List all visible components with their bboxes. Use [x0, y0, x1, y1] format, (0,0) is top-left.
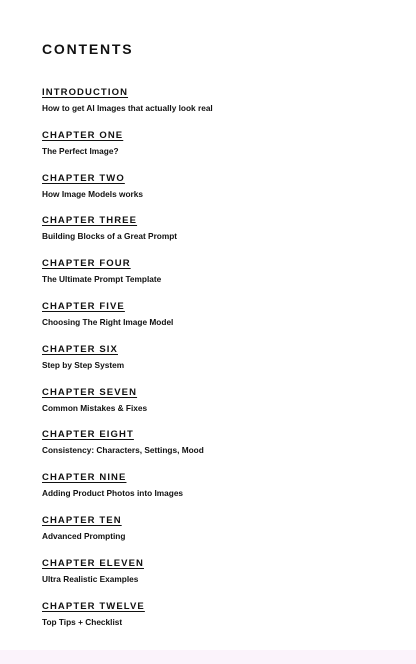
toc-subtitle: Common Mistakes & Fixes [42, 402, 148, 413]
toc-link-chapter-ten[interactable]: CHAPTER TEN [42, 514, 122, 526]
toc-item-chapter-one [42, 125, 382, 168]
toc-link-chapter-nine[interactable]: CHAPTER NINE [42, 472, 127, 484]
toc-link-chapter-eleven[interactable]: CHAPTER ELEVEN [42, 557, 144, 569]
toc-subtitle: The Ultimate Prompt Template [42, 274, 162, 285]
toc-item-chapter-four [42, 253, 382, 296]
toc-item-chapter-nine [42, 467, 382, 510]
toc-item-chapter-ten [42, 510, 382, 553]
contents-title: CONTENTS [42, 41, 134, 57]
toc-link-chapter-five[interactable]: CHAPTER FIVE [42, 300, 125, 312]
toc-link-chapter-eight[interactable]: CHAPTER EIGHT [42, 429, 134, 441]
toc-link-chapter-four[interactable]: CHAPTER FOUR [42, 258, 131, 270]
toc-item-chapter-two [42, 168, 382, 211]
toc-subtitle: Step by Step System [42, 359, 125, 370]
toc-subtitle: Ultra Realistic Examples [42, 573, 139, 584]
toc-link-chapter-twelve[interactable]: CHAPTER TWELVE [42, 600, 145, 612]
table-of-contents [42, 82, 382, 638]
toc-subtitle: Choosing The Right Image Model [42, 316, 174, 327]
toc-item-chapter-seven [42, 382, 382, 425]
toc-subtitle: The Perfect Image? [42, 145, 119, 156]
toc-item-chapter-six [42, 339, 382, 382]
toc-link-chapter-two[interactable]: CHAPTER TWO [42, 172, 125, 184]
toc-link-introduction[interactable]: INTRODUCTION [42, 87, 129, 98]
toc-item-chapter-twelve [42, 596, 382, 639]
toc-link-chapter-three[interactable]: CHAPTER THREE [42, 215, 138, 227]
toc-link-chapter-one[interactable]: CHAPTER ONE [42, 129, 124, 141]
page-bottom-band [0, 650, 416, 664]
toc-subtitle: Top Tips + Checklist [42, 616, 123, 627]
toc-subtitle: How Image Models works [42, 188, 143, 199]
toc-subtitle: Adding Product Photos into Images [42, 488, 184, 499]
toc-link-chapter-seven[interactable]: CHAPTER SEVEN [42, 386, 138, 398]
toc-subtitle: Consistency: Characters, Settings, Mood [42, 445, 204, 456]
toc-item-chapter-three [42, 210, 382, 253]
toc-subtitle: Advanced Prompting [42, 530, 126, 541]
toc-subtitle: Building Blocks of a Great Prompt [42, 231, 178, 242]
toc-item-chapter-eight [42, 424, 382, 467]
toc-link-chapter-six[interactable]: CHAPTER SIX [42, 343, 118, 355]
toc-subtitle: How to get AI Images that actually look real [42, 103, 213, 113]
toc-item-chapter-five [42, 296, 382, 339]
toc-item-introduction [42, 82, 382, 125]
toc-item-chapter-eleven [42, 553, 382, 596]
